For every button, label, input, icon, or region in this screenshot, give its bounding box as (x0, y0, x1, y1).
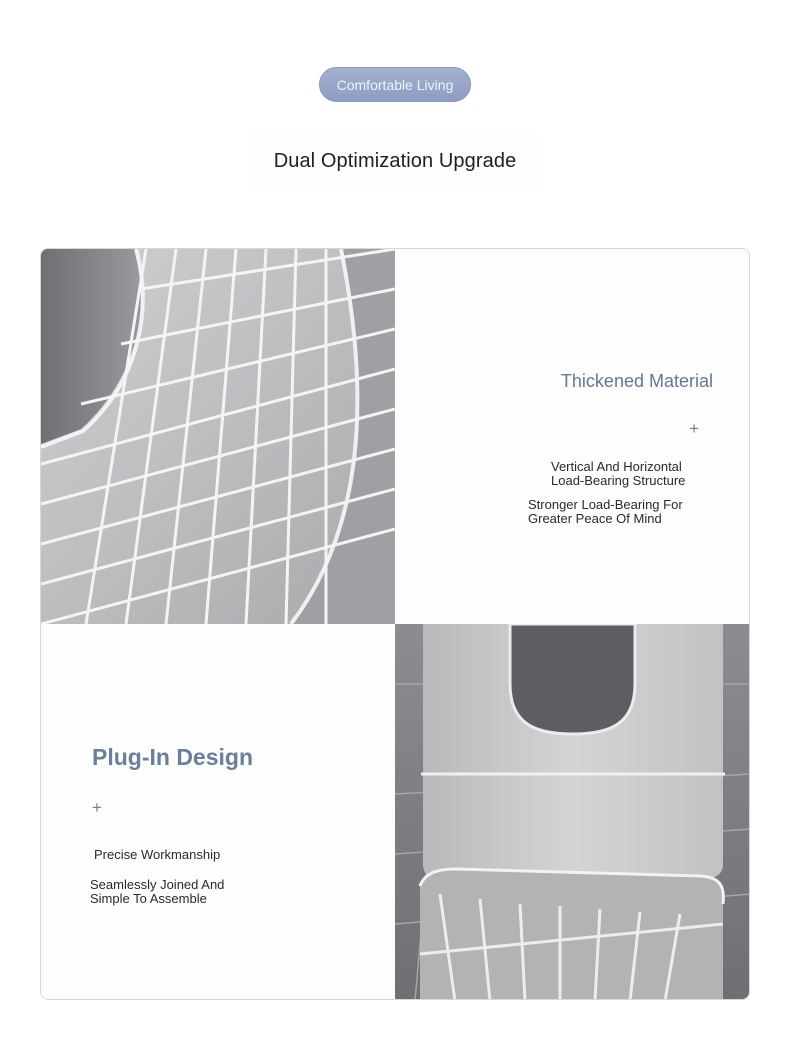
plug-in-design-title: Plug-In Design (92, 744, 253, 770)
section-heading: Dual Optimization Upgrade (252, 133, 538, 191)
comfortable-living-badge: Comfortable Living (319, 67, 471, 102)
thickened-material-line-1: Vertical And Horizontal Load-Bearing Structure (551, 459, 686, 488)
grid-detail-photo (41, 249, 395, 624)
thickened-material-line-2: Stronger Load-Bearing For Greater Peace Of Mind (528, 497, 683, 526)
plug-in-leg-photo (395, 624, 750, 1000)
plus-icon: + (689, 419, 699, 438)
feature-grid (40, 248, 750, 1000)
thickened-material-panel (395, 249, 750, 624)
plug-in-design-line-1: Precise Workmanship (94, 847, 221, 862)
plug-in-design-panel (41, 624, 395, 1000)
plug-in-leg-illustration (395, 624, 750, 1000)
plus-icon: + (92, 798, 102, 817)
plug-in-design-line-2: Seamlessly Joined And Simple To Assemble (90, 877, 225, 906)
thickened-material-title: Thickened Material (560, 371, 713, 391)
grid-base-illustration (41, 249, 395, 624)
